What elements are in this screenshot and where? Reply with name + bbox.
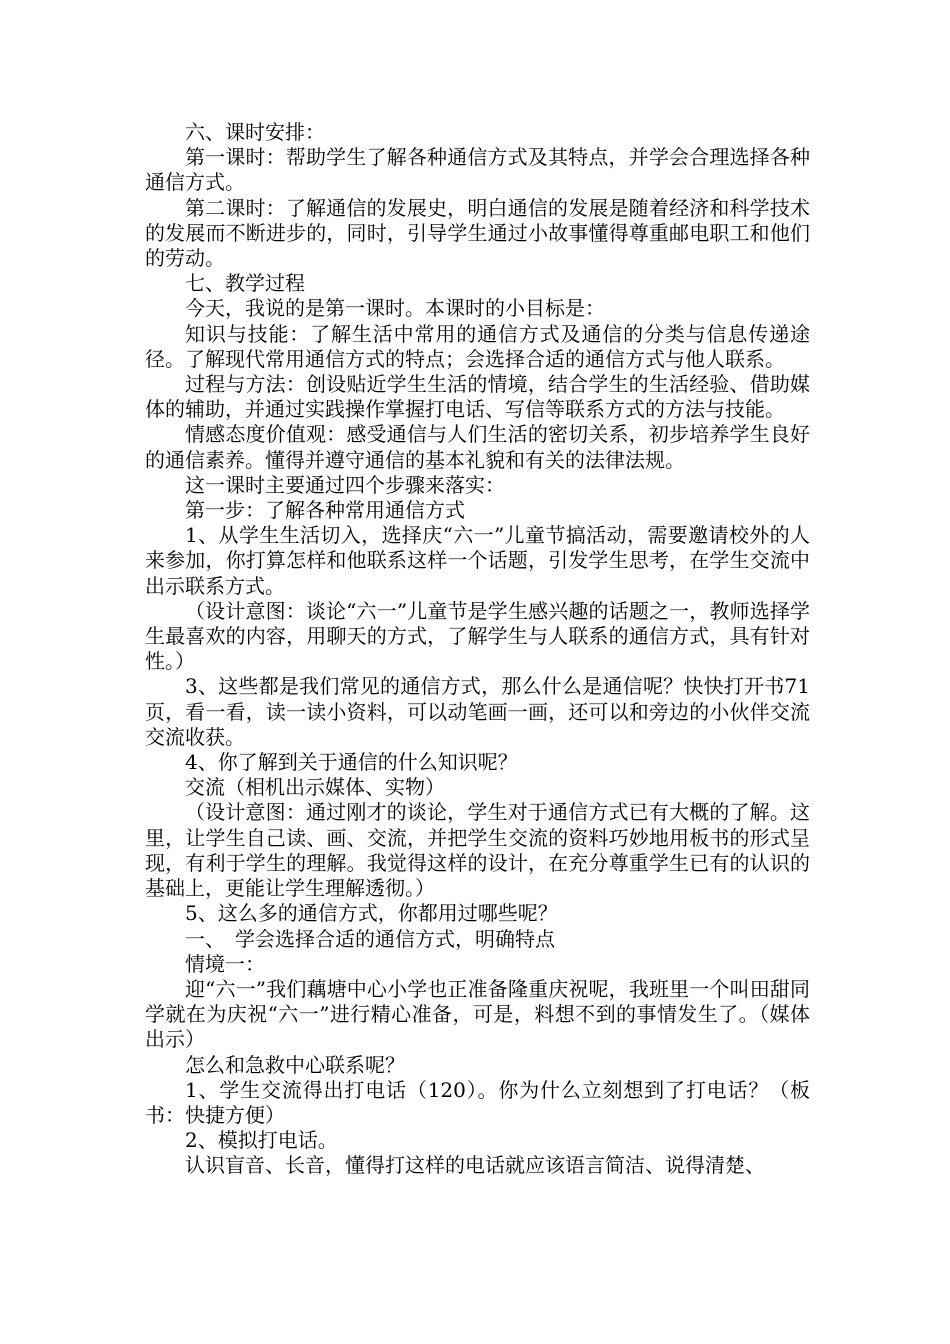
paragraph-four-steps: 这一课时主要通过四个步骤来落实： [185,472,505,497]
paragraph-lesson-two: 第二课时：了解通信的发展史，明白通信的发展是随着经济和科学技术的发展而不断进步的，同时，引导学生通过小故事懂得尊重邮电职工和他们的劳动。 [145,195,810,271]
paragraph-exchange: 交流（相机出示媒体、实物） [185,775,445,800]
paragraph-step-call: 1、学生交流得出打电话（120）。你为什么立刻想到了打电话？（板书：快捷方便） [145,1077,810,1127]
paragraph-item-1: 1、从学生生活切入，选择庆“六一”儿童节搞活动，需要邀请校外的人来参加，你打算怎样和他联系这样一个话题，引发学生思考，在学生交流中出示联系方式。 [145,523,810,598]
heading-step-one: 第一步：了解各种常用通信方式 [185,498,465,523]
paragraph-design-intent-2: （设计意图：通过刚才的谈论，学生对于通信方式已有大概的了解。这里，让学生自己读、画、交流，并把学生交流的资料巧妙地用板书的形式呈现，有利于学生的理解。我觉得这样的设计，在充分尊重学生已有的认识的基础上，更能让学生理解透彻。） [145,800,810,901]
heading-teaching-process: 七、教学过程 [185,271,305,296]
paragraph-emotion-values: 情感态度价值观：感受通信与人们生活的密切关系，初步培养学生良好的通信素养。懂得并遵守通信的基本礼貌和有关的法律法规。 [145,422,810,472]
paragraph-scenario-story: 迎“六一”我们藕塘中心小学也正准备隆重庆祝呢，我班里一个叫田甜同学就在为庆祝“六一”进行精心准备，可是，料想不到的事情发生了。（媒体出示） [145,976,810,1052]
document-body [145,120,810,1179]
paragraph-item-4: 4、你了解到关于通信的什么知识呢？ [185,750,518,775]
paragraph-simulate-call: 2、模拟打电话。 [185,1128,338,1153]
paragraph-goals-intro: 今天，我说的是第一课时。本课时的小目标是： [185,296,605,321]
paragraph-contact-question: 怎么和急救中心联系呢？ [185,1052,405,1077]
paragraph-lesson-one: 第一课时：帮助学生了解各种通信方式及其特点，并学会合理选择各种通信方式。 [145,145,810,195]
paragraph-design-intent-1: （设计意图：谈论“六一”儿童节是学生感兴趣的话题之一，教师选择学生最喜欢的内容，用聊天的方式，了解学生与人联系的通信方式，具有针对性。） [145,598,810,674]
paragraph-item-5: 5、这么多的通信方式，你都用过哪些呢？ [185,901,558,926]
heading-schedule: 六、课时安排： [185,120,325,144]
paragraph-tones: 认识盲音、长音，懂得打这样的电话就应该语言简洁、说得清楚、 [185,1153,765,1178]
heading-scenario-one: 情境一： [185,951,265,976]
paragraph-knowledge-skills: 知识与技能：了解生活中常用的通信方式及通信的分类与信息传递途径。了解现代常用通信方式的特点；会选择合适的通信方式与他人联系。 [145,321,810,371]
paragraph-process-methods: 过程与方法：创设贴近学生生活的情境，结合学生的生活经验、借助媒体的辅助，并通过实践操作掌握打电话、写信等联系方式的方法与技能。 [145,372,810,422]
heading-choose-method: 一、 学会选择合适的通信方式，明确特点 [185,926,555,951]
paragraph-item-3: 3、这些都是我们常见的通信方式，那么什么是通信呢？快快打开书71页，看一看，读一读小资料，可以动笔画一画，还可以和旁边的小伙伴交流交流收获。 [145,674,810,749]
